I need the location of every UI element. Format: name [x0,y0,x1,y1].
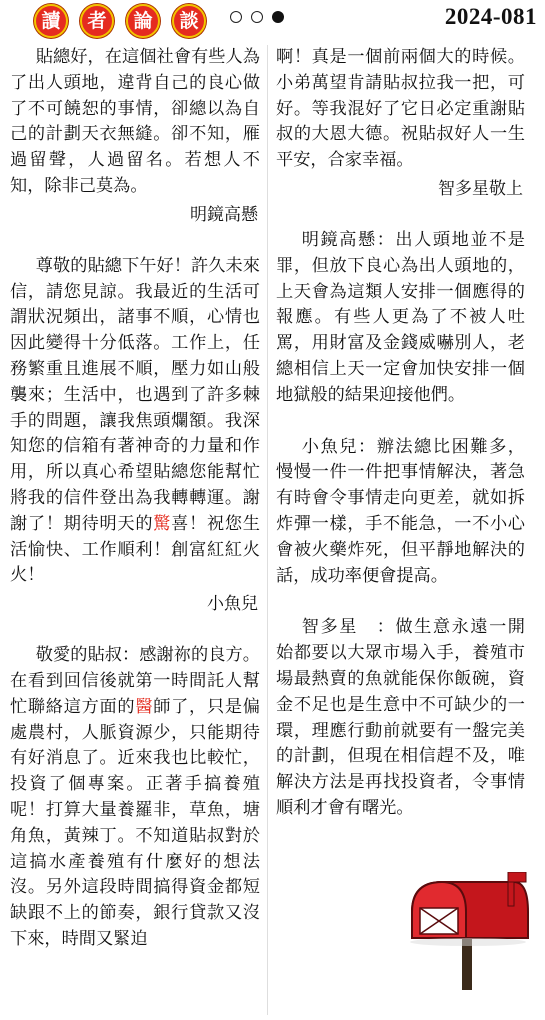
letter-body [10,643,260,953]
header-badge-4: 談 [172,4,206,38]
reader-letter [10,45,260,228]
reply-body: 明鏡高懸：出人頭地並不是罪，但放下良心為出人頭地的，上天會為這類人安排一個應得的報應。有些人更為了不被人吐罵，用財富及金錢威嚇別人，老總相信上天一定會加快安排一個地獄般的結果迎接他們。 [276,229,525,405]
letter-signature: 小魚兒 [207,594,258,615]
editor-reply [276,435,525,590]
issue-number: 2024-081 [444,4,537,29]
letter-text: 尊敬的貼總下午好！許久未來信，請您見諒。我最近的生活可謂狀況頻出，諸事不順，心情也因此變得十分低落。工作上，任務繁重且進展不順，壓力如山般襲來；生活中，也遇到了許多棘手的問題，讓我焦頭爛額。我深知您的信箱有著神奇的力量和作用，所以真心希望貼總您能幫忙將我的信件登出為我轉轉運。謝謝了！期待明天的 [10,255,260,534]
highlight-char: 醫 [135,696,154,717]
reader-letter [10,643,260,953]
reply-body: 小魚兒：辦法總比困難多，慢慢一件一件把事情解決，著急有時會令事情走向更差，就如拆炸彈一樣，手不能急，一不小心會被火藥炸死，但平靜地解決的話，成功率便會提高。 [276,436,525,586]
editor-reply [276,228,525,409]
letter-text: 敬愛的貼叔：感謝祢的良方。在看到回信後就第一時間託人幫忙聯絡這方面的 [10,645,260,717]
letter-text: 貼總好，在這個社會有些人為了出人頭地，違背自己的良心做了不可饒恕的事情，卻總以為自己的計劃天衣無縫。卻不知，雁過留聲，人過留名。若想人不知，除非己莫為。 [10,47,260,196]
letter-signature: 明鏡高懸 [190,204,258,225]
circle-outline-icon [251,11,263,23]
reader-letter-continued [276,45,525,202]
letter-body [10,45,260,200]
mailbox-icon [404,872,534,990]
letter-body: 啊！真是一個前兩個大的時候。小弟萬望肯請貼叔拉我一把，可好。等我混好了它日必定重謝貼叔的大恩大德。祝貼叔好人一生平安，合家幸福。 [276,47,525,171]
letter-text: 師了，只是偏處農村，人脈資源少，只能期待有好消息了。近來我也比較忙，投資了個專案。正著手搞養殖呢！打算大量養羅非，草魚，塘角魚，黃辣丁。不知道貼叔對於這搞水產養殖有什麼好的想法沒。另外這段時間搞得資金都短缺跟不上的節奏，銀行貸款又沒下來，時間又緊迫 [10,696,260,949]
column-header [0,0,545,38]
letter-body [10,254,260,589]
column-divider [267,45,268,1015]
editor-reply [276,615,525,821]
header-badge-3: 論 [126,4,160,38]
header-badge-2: 者 [80,4,114,38]
circle-outline-icon [230,11,242,23]
header-badge-1: 讀 [34,4,68,38]
highlight-char: 驚 [153,513,172,534]
circle-filled-icon [272,11,284,23]
reader-letter [10,254,260,617]
left-column [10,45,260,1017]
reply-body: 智多星 ：做生意永遠一開始都要以大眾市場入手，養殖市場最熱賣的魚就能保你飯碗，資金不足也是生意中不可缺少的一環，理應行動前就要有一盤完美的計劃，但現在相信趕不及，唯解決方法是再找投資者，令事情順利才會有曙光。 [276,617,525,818]
letter-signature: 智多星敬上 [438,178,523,199]
letter-text: 喜！祝您生活愉快、工作順利！創富紅紅火火！ [10,513,260,586]
